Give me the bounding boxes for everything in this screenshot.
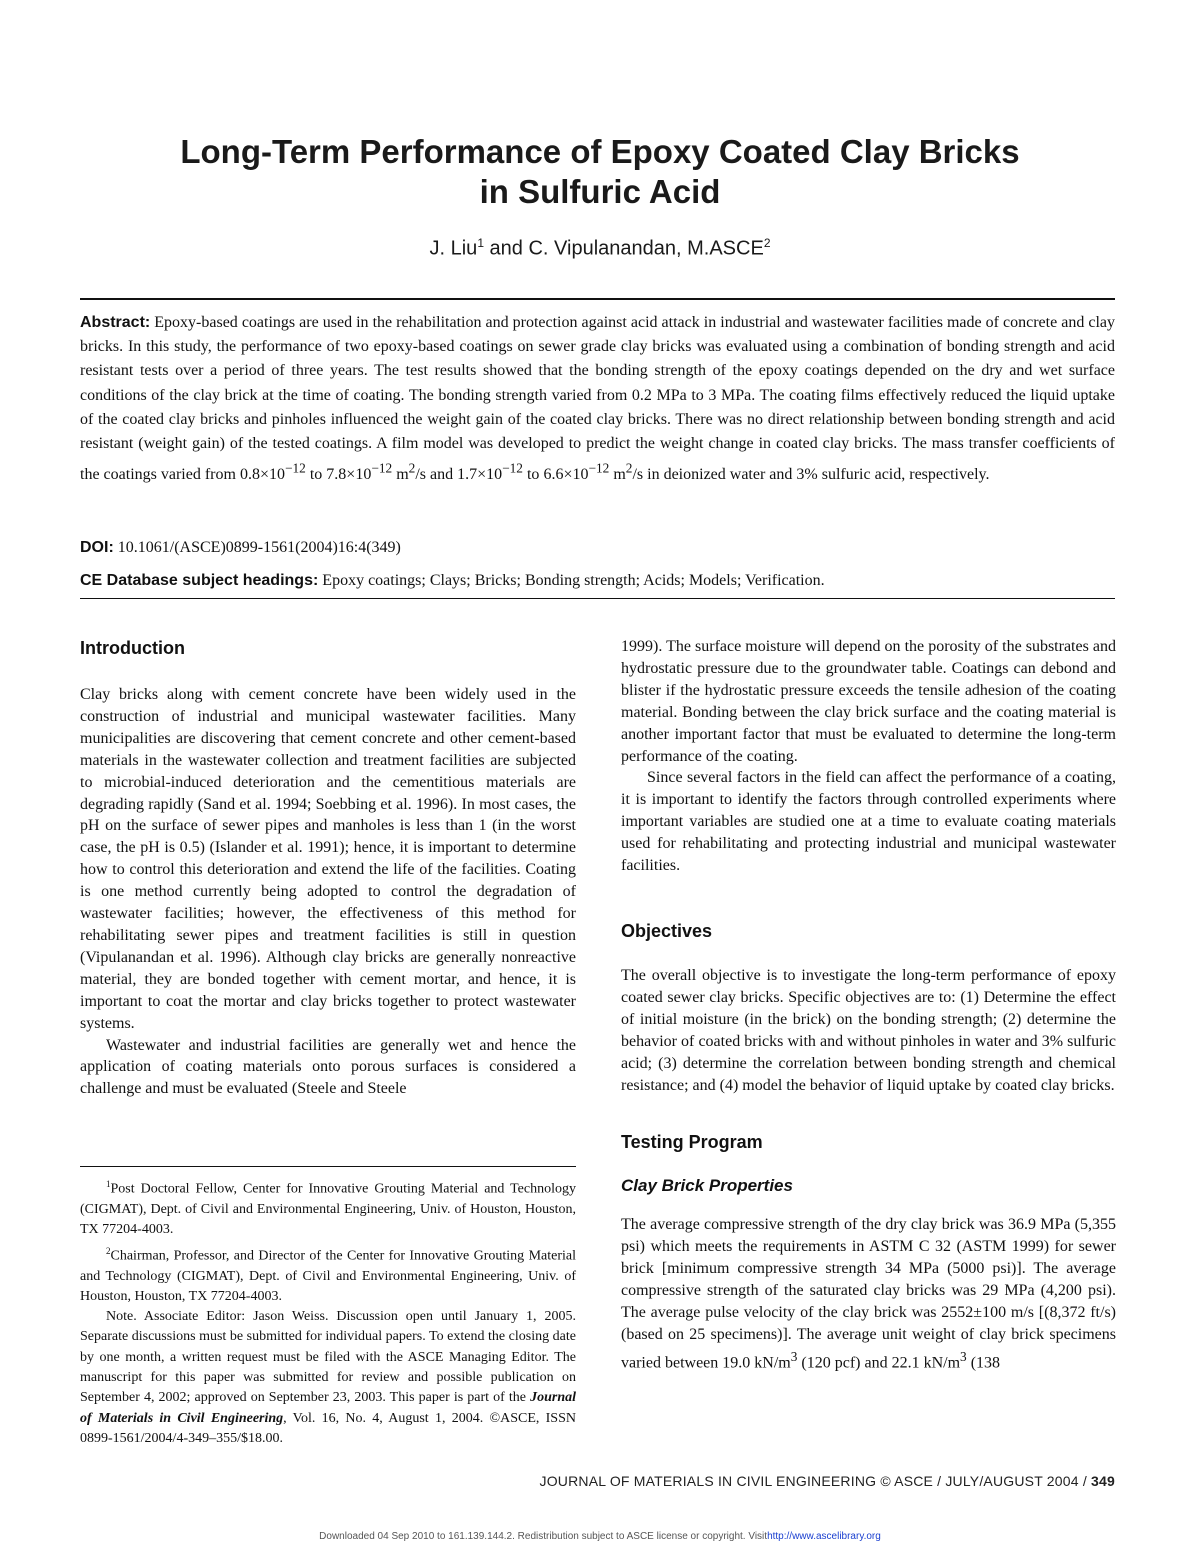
editor-note: Note. Associate Editor: Jason Weiss. Discussion open until January 1, 2005. Separate discussions must be submitted for individual papers. To extend the closing date by one month, a written request must be filed with the ASCE Managing Editor. The manuscript for this paper was submitted for review and possible publication on September 4, 2002; approved on September 23, 2003. This paper is part of the Journal of Materials in Civil Engineering, Vol. 16, No. 4, August 1, 2004. ©ASCE, ISSN 0899-1561/2004/4-349–355/$18.00.: [80, 1309, 576, 1446]
title-line-1: Long-Term Performance of Epoxy Coated Clay Bricks: [180, 133, 1020, 170]
author-1: J. Liu: [429, 237, 478, 260]
clay-brick-paragraph: The average compressive strength of the dry clay brick was 36.9 MPa (5,355 psi) which meets the requirements in ASTM C 32 (ASTM 1999) for sewer brick [minimum compressive strength 34 MPa (5000 psi)]. The average compressive strength of the saturated clay bricks was 29 MPa (4,200 psi). The average pulse velocity of the clay brick was 2552±100 m/s [(8,372 ft/s) (based on 25 specimens)]. The average unit weight of clay brick specimens varied between 19.0 $kN/m^3$ (120 pcf) and 22.1 $kN/m^3$ (138: [621, 1216, 1116, 1372]
footnote-1: $^1$Post Doctoral Fellow, Center for Innovative Grouting Material and Technology (CIGMAT), Dept. of Civil and Environmental Engineering, Univ. of Houston, Houston, TX 77204-4003.: [80, 1179, 576, 1238]
download-notice: [0, 1531, 1200, 1542]
introduction-paragraph-4: Since several factors in the field can affect the performance of a coating, it is important to identify the factors through controlled experiments where important variables are studied one at a time to evaluate coating materials used for rehabilitating and protecting industrial and municipal wastewater facilities.: [621, 769, 1116, 875]
journal-name: Journal of Materials in Civil Engineering: [80, 1390, 576, 1426]
ascelibrary-link[interactable]: http://www.ascelibrary.org: [767, 1531, 881, 1542]
paper-title: [80, 132, 1120, 212]
subsection-heading-clay-brick-properties: Clay Brick Properties: [621, 1176, 793, 1196]
author-line: [80, 236, 1120, 261]
author-2-affiliation-mark: 2: [763, 236, 771, 250]
abstract: [80, 311, 1115, 487]
doi-label: DOI:: [80, 539, 114, 556]
subject-headings-value: Epoxy coatings; Clays; Bricks; Bonding strength; Acids; Models; Verification.: [318, 572, 825, 589]
download-notice-text: Downloaded 04 Sep 2010 to 161.139.144.2. Redistribution subject to ASCE license or copyright. Visit: [319, 1531, 768, 1542]
objectives-paragraph: The overall objective is to investigate the long-term performance of epoxy coated sewer clay bricks. Specific objectives are to: (1) Determine the effect of initial moisture (in the brick) on the bonding strength; (2) determine the behavior of coated bricks with and without pinholes in water and 3% sulfuric acid; (3) determine the correlation between bonding strength and chemical resistance; and (4) model the behavior of liquid uptake by coated clay bricks.: [621, 966, 1116, 1094]
author-1-affiliation-mark: 1: [477, 236, 484, 250]
doi-line: [80, 539, 1115, 557]
page-number: 349: [1091, 1473, 1115, 1489]
author-2: and C. Vipulanandan, M.ASCE: [484, 237, 764, 260]
title-line-2: in Sulfuric Acid: [479, 173, 721, 210]
introduction-paragraph-2: Wastewater and industrial facilities are generally wet and hence the application of coating materials onto porous surfaces is considered a challenge and must be evaluated (Steele and Steele: [80, 1036, 576, 1098]
doi-value[interactable]: 10.1061/(ASCE)0899-1561(2004)16:4(349): [113, 539, 401, 556]
left-column: [80, 636, 576, 1100]
journal-footer: [540, 1473, 1116, 1489]
section-heading-introduction: Introduction: [80, 638, 185, 658]
subject-headings: [80, 572, 1115, 590]
abstract-label: Abstract:: [80, 314, 151, 331]
introduction-paragraph-1: Clay bricks along with cement concrete have been widely used in the construction of industrial and municipal wastewater facilities. Many municipalities are discovering that cement concrete and other cement-based materials in the wastewater collection and treatment facilities are subjected to microbial-induced deterioration and the cementitious materials are degrading rapidly (Sand et al. 1994; Soebbing et al. 1996). In most cases, the pH on the surface of sewer pipes and manholes is less than 1 (in the worst case, the pH is 0.5) (Islander et al. 1991); hence, it is important to determine how to control this deterioration and extend the life of the facilities. Coating is one method currently being adopted to control the degradation of wastewater facilities; however, the effectiveness of this method for rehabilitating sewer pipes and treatment facilities is still in question (Vipulanandan et al. 1996). Although clay bricks are generally nonreactive material, they are bonded together with cement mortar, and hence, it is important to coat the mortar and clay bricks together to protect wastewater systems.: [80, 686, 576, 1032]
abstract-top-rule: [80, 298, 1115, 300]
subject-headings-label: CE Database subject headings:: [80, 572, 319, 589]
section-heading-testing-program: Testing Program: [621, 1132, 763, 1153]
footnote-2: $^2$Chairman, Professor, and Director of the Center for Innovative Grouting Material and Technology (CIGMAT), Dept. of Civil and Environmental Engineering, Univ. of Houston, Houston, TX 77204-4003.: [80, 1245, 576, 1304]
footnote-rule: [80, 1166, 576, 1167]
footnotes: [80, 1174, 576, 1449]
abstract-text: Epoxy-based coatings are used in the rehabilitation and protection against acid attack in industrial and wastewater facilities made of concrete and clay bricks. In this study, the performance of two epoxy-based coatings on sewer grade clay bricks was evaluated using a combination of bonding strength and acid resistant tests over a period of three years. The test results showed that the bonding strength of the epoxy coatings depended on the dry and wet surface conditions of the clay brick at the time of coating. The bonding strength varied from 0.2 MPa to 3 MPa. The coating films effectively reduced the liquid uptake of the coated clay bricks and pinholes influenced the weight gain of the coated clay bricks. There was no direct relationship between bonding strength and acid resistant (weight gain) of the tested coatings. A film model was developed to predict the weight change in coated clay bricks. The mass transfer coefficients of the coatings varied from $0.8\times 10^{-12}$ to $7.8\times 10^{-12}$ $m^2/s$ and $1.7\times 10^{-12}$ to $6.6\times 10^{-12}$ $m^2/s$ in deionized water and 3% sulfuric acid, respectively.: [80, 314, 1115, 483]
right-column: [621, 636, 1116, 1374]
section-heading-objectives: Objectives: [621, 920, 713, 941]
abstract-bottom-rule: [80, 598, 1115, 599]
introduction-paragraph-3: 1999). The surface moisture will depend on the porosity of the substrates and hydrostatic pressure due to the groundwater table. Coatings can debond and blister if the hydrostatic pressure exceeds the tensile adhesion of the coating material. Bonding between the clay brick surface and the coating material is another important factor that must be evaluated to determine the long-term performance of the coating.: [621, 638, 1116, 765]
journal-footer-text: JOURNAL OF MATERIALS IN CIVIL ENGINEERING © ASCE / JULY/AUGUST 2004 /: [539, 1473, 1092, 1489]
